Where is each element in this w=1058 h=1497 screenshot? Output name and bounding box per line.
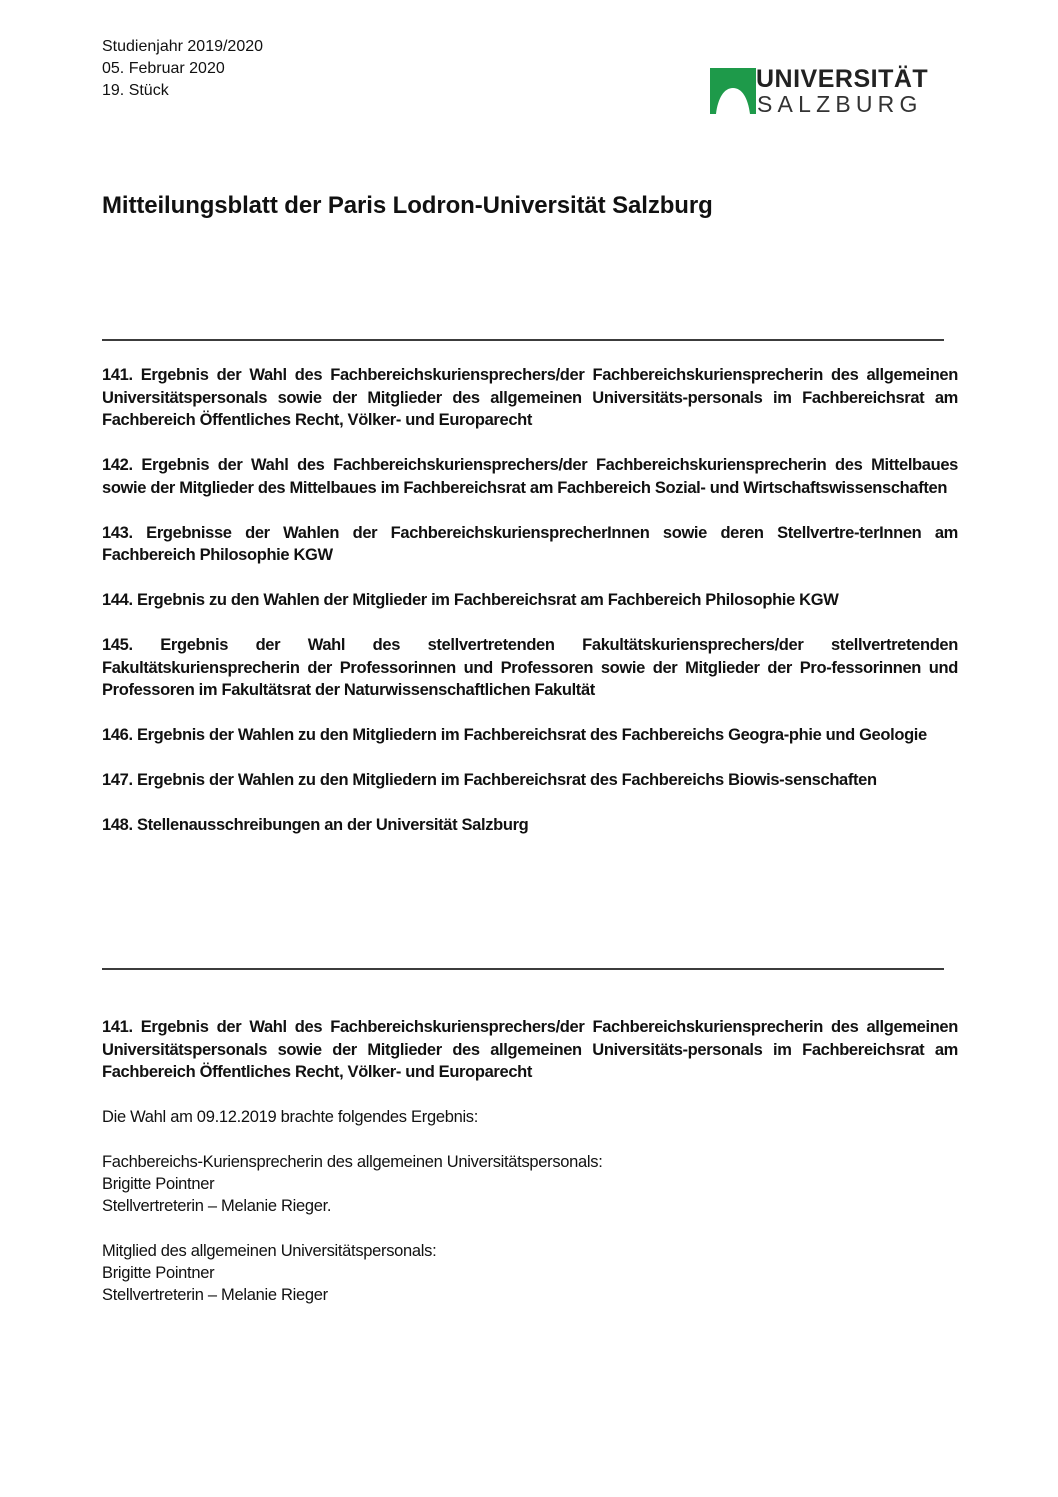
role-label: Fachbereichs-Kuriensprecherin des allgemeinen Universitätspersonals:	[102, 1152, 603, 1171]
toc-entry: 148. Stellenausschreibungen an der Universität Salzburg	[102, 816, 529, 834]
election-intro: Die Wahl am 09.12.2019 brachte folgendes Ergebnis:	[102, 1108, 479, 1126]
toc-entry: 147. Ergebnis der Wahlen zu den Mitgliedern im Fachbereichsrat des Fachbereichs Biowis-senschaften	[102, 771, 877, 789]
toc-entry: 143. Ergebnisse der Wahlen der FachbereichskuriensprecherInnen sowie deren Stellvertre-terInnen am Fachbereich Philosophie KGW	[102, 523, 958, 564]
deputy-name: Stellvertreterin – Melanie Rieger.	[102, 1197, 332, 1216]
page-title: Mitteilungsblatt der Paris Lodron-Universität Salzburg	[102, 192, 713, 219]
toc-entry: 146. Ergebnis der Wahlen zu den Mitgliedern im Fachbereichsrat des Fachbereichs Geogra-phie und Geologie	[102, 726, 927, 744]
issue-meta	[102, 36, 263, 102]
toc-entry: 141. Ergebnis der Wahl des Fachbereichskuriensprechers/der Fachbereichskuriensprecherin des allgemeinen Universitätspersonals sowie der Mitglieder des allgemeinen Universitäts-personals im Fachbereichsrat am Fachbereich Öffentliches Recht, Völker- und Europarecht	[102, 366, 958, 429]
arch-logo-icon	[710, 68, 756, 114]
section-heading: 141. Ergebnis der Wahl des Fachbereichskuriensprechers/der Fachbereichskuriensprecherin des allgemeinen Universitätspersonals sowie der Mitglieder des allgemeinen Universitäts-personals im Fachbereichsrat am Fachbereich Öffentliches Recht, Völker- und Europarecht	[102, 1018, 958, 1081]
toc-entry: 144. Ergebnis zu den Wahlen der Mitglieder im Fachbereichsrat am Fachbereich Philosophie KGW	[102, 591, 839, 609]
deputy-name: Stellvertreterin – Melanie Rieger	[102, 1286, 328, 1305]
member-name: Brigitte Pointner	[102, 1174, 215, 1193]
university-logo	[710, 65, 929, 120]
issue-number: 19. Stück	[102, 82, 169, 99]
toc-entry: 142. Ergebnis der Wahl des Fachbereichskuriensprechers/der Fachbereichskuriensprecherin des Mittelbaues sowie der Mitglieder des Mittelbaues im Fachbereichsrat am Fachbereich Sozial- und Wirtschaftswissenschaften	[102, 456, 958, 497]
logo-text-universitaet: UNIVERSITÄT	[756, 65, 929, 93]
member-name: Brigitte Pointner	[102, 1264, 215, 1283]
role-label: Mitglied des allgemeinen Universitätspersonals:	[102, 1241, 437, 1260]
logo-text-salzburg: SALZBURG	[757, 91, 923, 117]
table-of-contents	[102, 364, 958, 859]
divider	[102, 339, 944, 341]
section-141	[102, 1016, 958, 1307]
toc-entry: 145. Ergebnis der Wahl des stellvertretenden Fakultätskuriensprechers/der stellvertretenden Fakultätskuriensprecherin der Professorinnen und Professoren sowie der Mitglieder der Pro-fessorinnen und Professoren im Fakultätsrat der Naturwissenschaftlichen Fakultät	[102, 636, 958, 699]
academic-year: Studienjahr 2019/2020	[102, 38, 264, 55]
divider	[102, 968, 944, 970]
issue-date: 05. Februar 2020	[102, 60, 225, 77]
